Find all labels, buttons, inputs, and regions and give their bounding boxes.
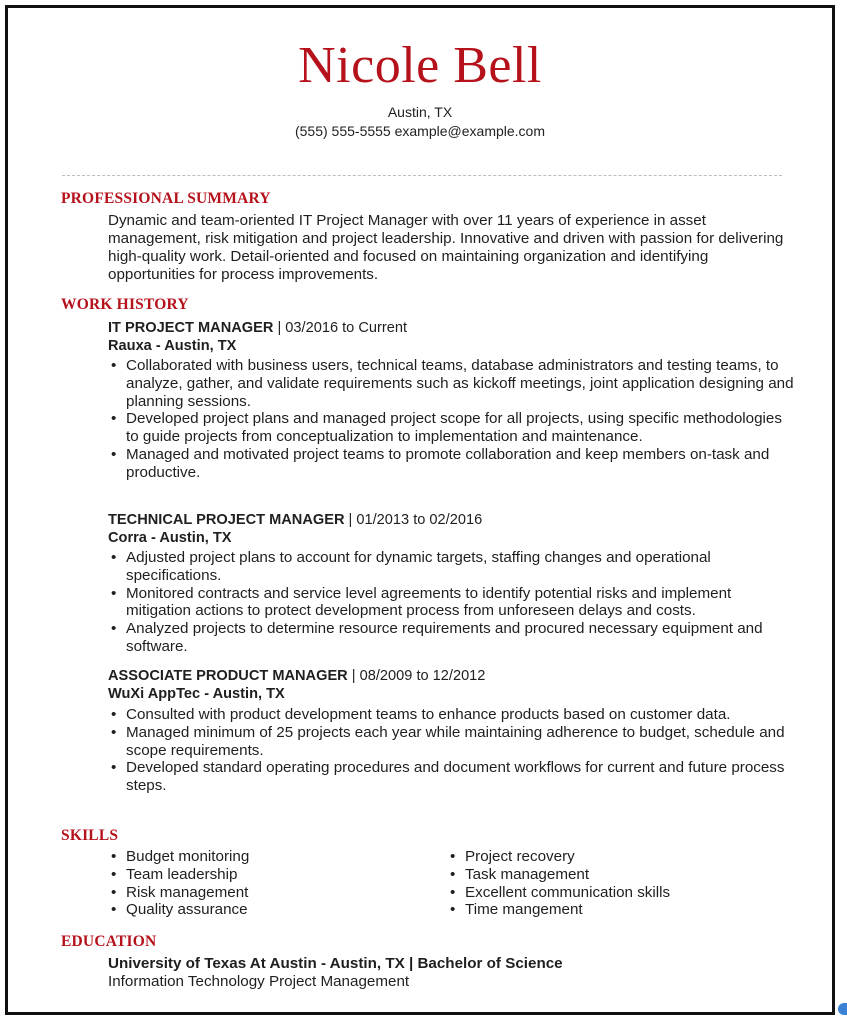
summary-text: Dynamic and team-oriented IT Project Manager with over 11 years of experience in asset management, risk mitigation and project leadership. Innovative and driven with passion for delivering high-quality work. Detail-oriented and focused on maintaining organization and identifying opportunities for process improvements. <box>108 212 784 283</box>
summary-heading: PROFESSIONAL SUMMARY <box>61 190 271 207</box>
list-item: • Quality assurance <box>108 901 428 919</box>
resume-page <box>5 5 835 1015</box>
skills-list-right <box>447 848 767 919</box>
list-item: • Developed standard operating procedures and document workflows for current and future process steps. <box>108 759 798 795</box>
list-item: • Risk management <box>108 884 428 902</box>
list-item: • Analyzed projects to determine resource requirements and procured necessary equipment and software. <box>108 620 798 656</box>
job-heading <box>108 511 482 529</box>
job-title: TECHNICAL PROJECT MANAGER <box>108 512 345 528</box>
list-item: • Excellent communication skills <box>447 884 767 902</box>
list-item: • Monitored contracts and service level agreements to identify potential risks and implement mitigation actions to protect development process from unforeseen delays and costs. <box>108 585 798 621</box>
job-company: Corra - Austin, TX <box>108 530 232 546</box>
job-heading <box>108 667 485 685</box>
job-company: WuXi AppTec - Austin, TX <box>108 686 285 702</box>
location-text: Austin, TX <box>387 104 453 120</box>
education-heading: EDUCATION <box>61 933 157 950</box>
job-dates: | 08/2009 to 12/2012 <box>347 668 486 684</box>
header-divider <box>62 175 782 176</box>
list-item: • Collaborated with business users, technical teams, database administrators and testing teams, to analyze, gather, and validate requirements such as kickoff meetings, joint application designing and planning sessions. <box>108 357 798 410</box>
list-item: • Developed project plans and managed project scope for all projects, using specific methodologies to guide projects from conceptualization to implementation and maintenance. <box>108 410 798 446</box>
job-heading <box>108 319 407 337</box>
list-item: • Team leadership <box>108 866 428 884</box>
job-bullet-list <box>108 706 798 795</box>
education-major: Information Technology Project Management <box>108 973 410 990</box>
contact-block <box>8 103 832 141</box>
job-dates: | 03/2016 to Current <box>273 320 408 336</box>
job-title: IT PROJECT MANAGER <box>108 320 274 336</box>
job-company: Rauxa - Austin, TX <box>108 338 237 354</box>
candidate-name: Nicole Bell <box>298 37 542 94</box>
skills-list-left <box>108 848 428 919</box>
list-item: • Consulted with product development teams to enhance products based on customer data. <box>108 706 798 724</box>
contact-text: (555) 555-5555 example@example.com <box>294 123 545 139</box>
skills-heading: SKILLS <box>61 827 119 844</box>
job-bullet-list <box>108 357 798 482</box>
list-item: • Task management <box>447 866 767 884</box>
list-item: • Time mangement <box>447 901 767 919</box>
job-bullet-list <box>108 549 798 656</box>
list-item: • Adjusted project plans to account for dynamic targets, staffing changes and operational specifications. <box>108 549 798 585</box>
job-dates: | 01/2013 to 02/2016 <box>344 512 483 528</box>
work-history-heading: WORK HISTORY <box>61 296 189 313</box>
list-item: • Managed and motivated project teams to promote collaboration and keep members on-task and productive. <box>108 446 798 482</box>
corner-tab-icon <box>838 1003 847 1015</box>
list-item: • Managed minimum of 25 projects each year while maintaining adherence to budget, schedule and scope requirements. <box>108 724 798 760</box>
job-title: ASSOCIATE PRODUCT MANAGER <box>108 668 348 684</box>
list-item: • Project recovery <box>447 848 767 866</box>
list-item: • Budget monitoring <box>108 848 428 866</box>
education-school: University of Texas At Austin - Austin, TX | Bachelor of Science <box>108 955 563 972</box>
